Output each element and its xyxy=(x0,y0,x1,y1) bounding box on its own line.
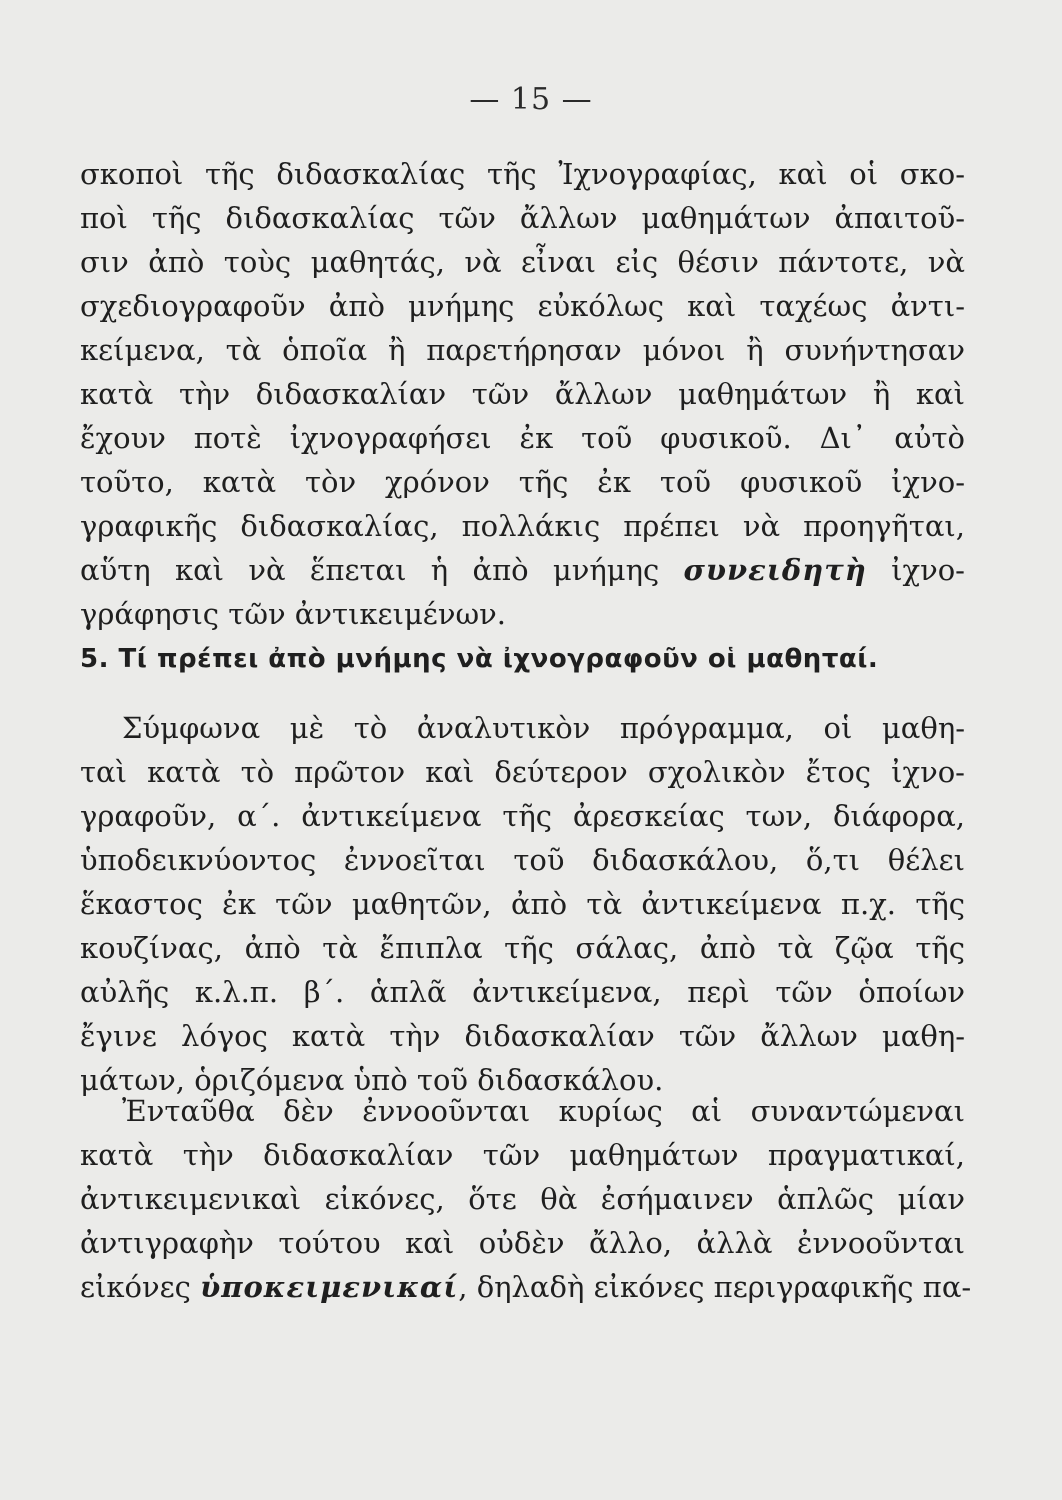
text-line: ἔγινε λόγος κατὰ τὴν διδασκαλίαν τῶν ἄλλων μαθη- xyxy=(80,1019,965,1053)
paragraph-2 xyxy=(80,706,965,1102)
text-line: γραφοῦν, α΄. ἀντικείμενα τῆς ἀρεσκείας των, διάφορα, xyxy=(80,799,965,833)
text-line: γραφικῆς διδασκαλίας, πολλάκις πρέπει νὰ προηγῆται, xyxy=(80,509,965,543)
paragraph-3 xyxy=(80,1089,972,1309)
text-line: σχεδιογραφοῦν ἀπὸ μνήμης εὐκόλως καὶ ταχέως ἀντι- xyxy=(80,289,965,323)
text-line: κατὰ τὴν διδασκαλίαν τῶν ἄλλων μαθημάτων ἢ καὶ xyxy=(80,377,965,411)
text-line: ἀντικειμενικαὶ εἰκόνες, ὅτε θὰ ἐσήμαινεν ἁπλῶς μίαν xyxy=(80,1182,965,1216)
text-line: κουζίνας, ἀπὸ τὰ ἔπιπλα τῆς σάλας, ἀπὸ τὰ ζῷα τῆς xyxy=(80,931,965,965)
text-line: ποὶ τῆς διδασκαλίας τῶν ἄλλων μαθημάτων ἀπαιτοῦ- xyxy=(80,201,965,235)
page-number: — 15 — xyxy=(469,82,593,117)
emphasized-word: συνειδητὴ xyxy=(683,553,867,587)
text-line: κατὰ τὴν διδασκαλίαν τῶν μαθημάτων πραγματικαί, xyxy=(80,1138,965,1172)
text-line: ἕκαστος ἐκ τῶν μαθητῶν, ἀπὸ τὰ ἀντικείμενα π.χ. τῆς xyxy=(80,887,965,921)
text-line: Σύμφωνα μὲ τὸ ἀναλυτικὸν πρόγραμμα, οἱ μαθη- xyxy=(122,711,965,745)
text-line: σκοποὶ τῆς διδασκαλίας τῆς Ἰχνογραφίας, καὶ οἱ σκο- xyxy=(80,157,965,191)
text-fragment: εἰκόνες xyxy=(80,1270,201,1304)
section-heading: 5. Τί πρέπει ἀπὸ μνήμης νὰ ἰχνογραφοῦν οἱ μαθηταί. xyxy=(80,644,879,674)
text-fragment: , δηλαδὴ εἰκόνες περιγραφικῆς πα- xyxy=(458,1270,972,1304)
text-line: γράφησις τῶν ἀντικειμένων. xyxy=(80,597,506,631)
emphasized-word: ὑποκειμενικαί xyxy=(200,1270,459,1304)
text-line: σιν ἀπὸ τοὺς μαθητάς, νὰ εἶναι εἰς θέσιν πάντοτε, νὰ xyxy=(80,245,965,279)
text-line: ἔχουν ποτὲ ἰχνογραφήσει ἐκ τοῦ φυσικοῦ. Δι᾿ αὐτὸ xyxy=(80,421,965,455)
text-line: Ἐνταῦθα δὲν ἐννοοῦνται κυρίως αἱ συναντώμεναι xyxy=(122,1094,965,1128)
text-line: ἀντιγραφὴν τούτου καὶ οὐδὲν ἄλλο, ἀλλὰ ἐννοοῦνται xyxy=(80,1226,965,1260)
text-line: μάτων, ὁριζόμενα ὑπὸ τοῦ διδασκάλου. xyxy=(80,1063,664,1097)
text-line-with-emphasis xyxy=(80,1265,972,1309)
text-fragment: ἰχνο- xyxy=(866,553,965,587)
text-line: αὐλῆς κ.λ.π. β΄. ἁπλᾶ ἀντικείμενα, περὶ τῶν ὁποίων xyxy=(80,975,965,1009)
text-line: ταὶ κατὰ τὸ πρῶτον καὶ δεύτερον σχολικὸν ἔτος ἰχνο- xyxy=(80,755,965,789)
text-line: τοῦτο, κατὰ τὸν χρόνον τῆς ἐκ τοῦ φυσικοῦ ἰχνο- xyxy=(80,465,965,499)
text-line-with-emphasis xyxy=(80,548,965,592)
text-line: ὑποδεικνύοντος ἐννοεῖται τοῦ διδασκάλου, ὅ,τι θέλει xyxy=(80,843,965,877)
paragraph-1 xyxy=(80,152,965,636)
text-line: κείμενα, τὰ ὁποῖα ἢ παρετήρησαν μόνοι ἢ συνήντησαν xyxy=(80,333,965,367)
text-fragment: αὕτη καὶ νὰ ἕπεται ἡ ἀπὸ μνήμης xyxy=(80,553,684,587)
